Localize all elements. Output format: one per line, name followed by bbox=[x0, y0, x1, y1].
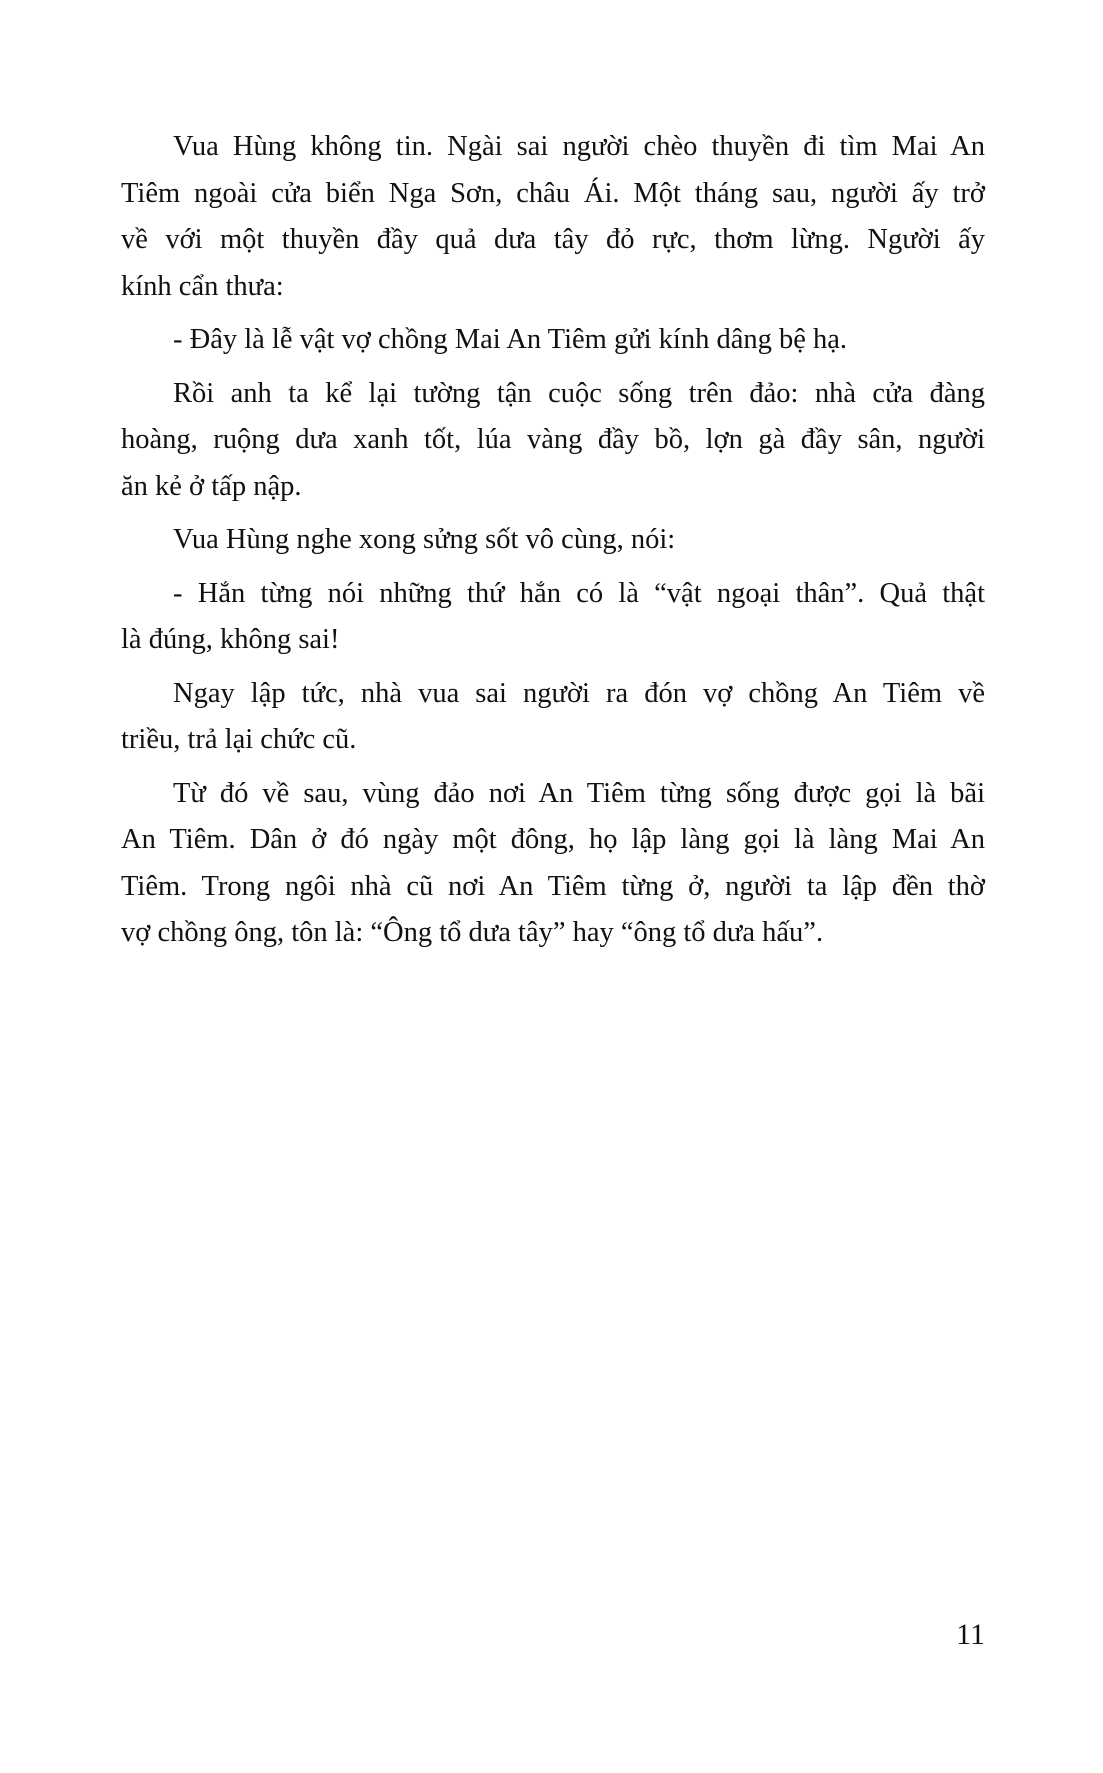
paragraph-3 bbox=[121, 371, 985, 511]
page-number: 11 bbox=[956, 1618, 985, 1651]
paragraph-2-dialogue bbox=[121, 317, 985, 364]
text-line: ăn kẻ ở tấp nập. bbox=[121, 470, 302, 502]
text-line: Ngay lập tức, nhà vua sai người ra đón vợ chồng An Tiêm về bbox=[173, 677, 985, 709]
text-line: là đúng, không sai! bbox=[121, 624, 340, 655]
text-line: - Đây là lễ vật vợ chồng Mai An Tiêm gửi kính dâng bệ hạ. bbox=[173, 324, 848, 355]
paragraph-4 bbox=[121, 517, 985, 564]
paragraph-5-dialogue bbox=[121, 571, 985, 664]
text-line: Rồi anh ta kể lại tường tận cuộc sống trên đảo: nhà cửa đàng bbox=[173, 377, 985, 409]
text-line: về với một thuyền đầy quả dưa tây đỏ rực, thơm lừng. Người ấy bbox=[121, 224, 985, 255]
paragraph-6 bbox=[121, 671, 985, 764]
text-column bbox=[121, 124, 985, 964]
text-line: Từ đó về sau, vùng đảo nơi An Tiêm từng sống được gọi là bãi bbox=[173, 777, 985, 809]
paragraph-1 bbox=[121, 124, 985, 310]
text-line: An Tiêm. Dân ở đó ngày một đông, họ lập làng gọi là làng Mai An bbox=[121, 824, 985, 855]
text-line: vợ chồng ông, tôn là: “Ông tổ dưa tây” hay “ông tổ dưa hấu”. bbox=[121, 917, 824, 948]
text-line: Vua Hùng không tin. Ngài sai người chèo thuyền đi tìm Mai An bbox=[173, 131, 985, 162]
text-line: triều, trả lại chức cũ. bbox=[121, 724, 357, 755]
text-line: - Hắn từng nói những thứ hắn có là “vật ngoại thân”. Quả thật bbox=[173, 577, 985, 609]
paragraph-7 bbox=[121, 771, 985, 957]
text-line: Tiêm ngoài cửa biển Nga Sơn, châu Ái. Một tháng sau, người ấy trở bbox=[121, 177, 985, 209]
text-line: kính cẩn thưa: bbox=[121, 270, 284, 302]
text-line: Tiêm. Trong ngôi nhà cũ nơi An Tiêm từng ở, người ta lập đền thờ bbox=[121, 870, 985, 902]
text-line: hoàng, ruộng dưa xanh tốt, lúa vàng đầy bồ, lợn gà đầy sân, người bbox=[121, 424, 985, 455]
text-line: Vua Hùng nghe xong sửng sốt vô cùng, nói: bbox=[173, 524, 676, 555]
